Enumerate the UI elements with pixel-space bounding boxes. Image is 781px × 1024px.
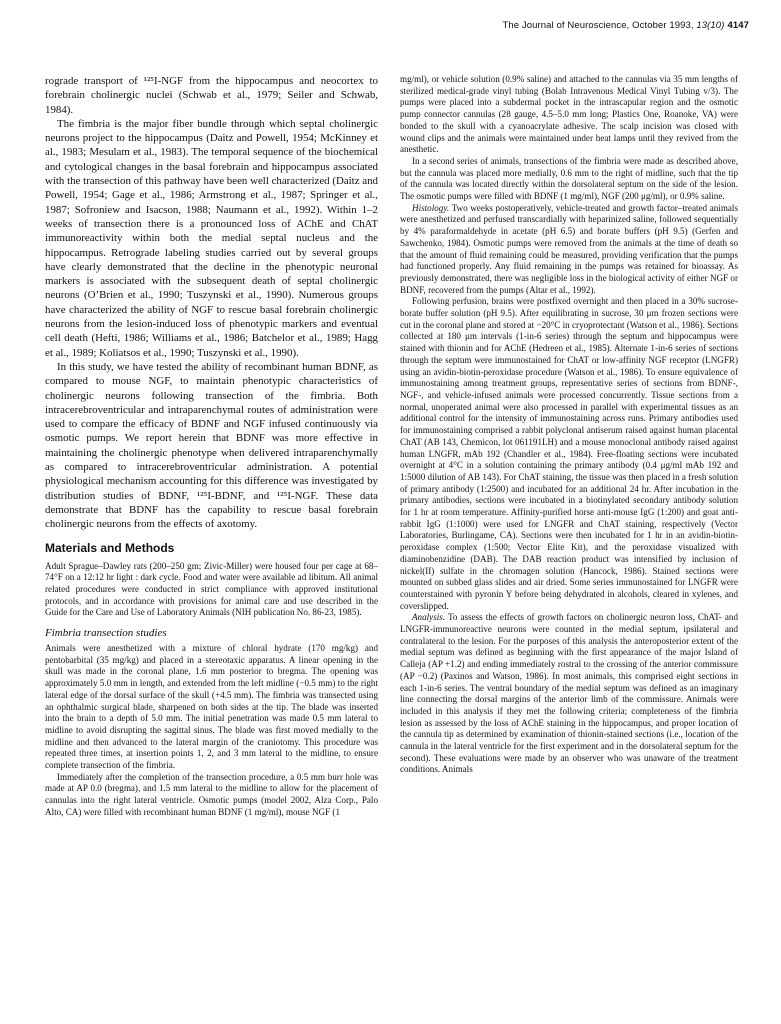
immunostaining-paragraph: Following perfusion, brains were postfixed overnight and then placed in a 30% sucrose-borate buffer solution (pH 9.5). After equilibrating in sucrose, 30 μm frozen sections were cut in the coronal plane and stored at −20°C in cryoprotectant (Watson et al., 1986). Sections collected at 180 μm intervals (1-in-6 series) through the septum and hippocampus were stained with thionin and for AChE (Hedreen et al., 1985). Alternate 1-in-6 series of sections through the septum were immunostained for ChAT or low-affinity NGF receptor (LNGFR) using an avidin-biotin-peroxidase procedure (Watson et al., 1986). To ensure equivalence of immunostaining among treatment groups, representative series of sections from BDNF-, NGF-, and vehicle-infused animals were processed concurrently. Tissue sections from a normal, unoperated animal were also processed in parallel with experimental tissues as an additional control for the intensity of immunostaining across runs. Primary antibodies used for immunostaining comprised a rabbit polyclonal antiserum raised against human placental ChAT (AB 143, Chemicon, lot 061191LH) and a mouse monoclonal antibody raised against human LNGFR, mAb 192 (Chandler et al., 1984). Free-floating sections were incubated overnight at 4°C in a solution containing the primary antibody (0.4 μg/ml mAb 192 and 1:5000 dilution of AB 143). For ChAT staining, the tissue was then placed in a fresh solution of primary antibody (1:2500) and incubated for an additional 24 hr. After incubation in the primary antibodies, sections were incubated in a biotinylated secondary antibody solution for 1 hr at room temperature. Affinity-purified horse anti-mouse IgG (1:200) and goat anti-rabbit IgG (1:1000) were used for LNGFR and ChAT staining, respectively (Vector Laboratories, Burlingame, CA). Sections were then incubated for 1 hr in an avidin-biotin-peroxidase complex (1:500; Vector Elite Kit), and the peroxidase visualized with diaminobenzidine (DAB). The DAB reaction product was intensified by inclusion of nickel(II) sulfate in the chromagen solution (Hancock, 1986). Stained sections were mounted on subbed glass slides and air dried. Some series immunostained for LNGFR were counterstained with pyronin Y before being dehydrated in alcohols, cleared in xylenes, and coverslipped. <box>400 296 738 611</box>
study-aim-paragraph: In this study, we have tested the ability of recombinant human BDNF, as compared to mouse NGF, to maintain phenotypic characteristics of cholinergic neurons following transection of the fimbria. Both intracerebroventricular and intraparenchymal routes of administration were used to compare the efficacy of BDNF and NGF infused continuously via osmotic pumps. We report herein that BDNF was more effective in maintaining the cholinergic phenotype when delivered intraparenchymally as compared to intracerebroventricular administration. A potential physiological mechanism accounting for this difference was investigated by distribution studies of BDNF, ¹²⁵I-BDNF, and ¹²⁵I-NGF. These data demonstrate that BDNF has the capability to rescue basal forebrain cholinergic neurons from the effects of axotomy. <box>45 360 378 531</box>
histology-text: Two weeks postoperatively, vehicle-treated and growth factor–treated animals were anesthetized and perfused transcardially with heparinized saline, followed sequentially by 4% paraformaldehyde in acetate (pH 6.5) and borate buffers (pH 9.5) (Gerfen and Sawchenko, 1984). Osmotic pumps were removed from the animals at the time of death so that the amount of fluid remaining could be measured, providing verification that the pumps had functioned properly. Any fluid remaining in the pumps was retained for bioassay. As previously demonstrated, there was negligible loss in the biological activity of either NGF or BDNF, recovered from the pumps (Altar et al., 1992). <box>400 202 738 295</box>
fimbria-transection-heading: Fimbria transection studies <box>45 627 167 640</box>
left-column <box>45 74 378 819</box>
cannula-paragraph: Immediately after the completion of the transection procedure, a 0.5 mm burr hole was made at AP 0.0 (bregma), and 1.5 mm lateral to the midline to allow for the placement of cannulas into the right lateral ventricle. Osmotic pumps (model 2002, Alza Corp., Palo Alto, CA) were filled with recombinant human BDNF (1 mg/ml), mouse NGF (1 <box>45 771 378 817</box>
second-series-paragraph: In a second series of animals, transections of the fimbria were made as described above, but the cannula was placed more medially, 0.6 mm to the right of midline, such that the tip of the cannula was located directly within the dorsolateral septum on the side of the lesion. The osmotic pumps were filled with BDNF (1 mg/ml), NGF (200 μg/ml), or 0.9% saline. <box>400 155 738 202</box>
running-header <box>503 20 750 31</box>
page-number: 4147 <box>727 20 749 31</box>
analysis-text: To assess the effects of growth factors on cholinergic neuron loss, ChAT- and LNGFR-immunoreactive neurons were counted in the medial septum, ipsilateral and contralateral to the lesion. For the purposes of this analysis the anteroposterior extent of the medial septum was defined as beginning with the first appearance of the major Island of Calleja (AP +1.2) and ending immediately rostral to the crossing of the anterior commissure (AP −0.2) (Paxinos and Watson, 1986). In most animals, this comprised eight sections in each 1-in-6 series. The ventral boundary of the medial septum was defined as an imaginary line connecting the dorsal margins of the anterior limb of the commissure. Animals were included in this analysis if they met the following criteria; completeness of the fimbria lesion as assessed by the loss of AChE staining in the hippocampus, and proper location of the cannula tip as determined by examination of thionin-stained sections (i.e., location of the cannula in the lateral ventricle for the first experiment and in the dorsolateral septum for the second). These evaluations were made by an observer who was unaware of the treatment conditions. Animals <box>400 612 738 775</box>
fimbria-background-paragraph: The fimbria is the major fiber bundle through which septal cholinergic neurons project to the hippocampus (Daitz and Powell, 1954; McKinney et al., 1983; Mesulam et al., 1983). The temporal sequence of the biochemical and cytological changes in the basal forebrain and hippocampus associated with the transection of this pathway have been well characterized (Daitz and Powell, 1954; Gage et al., 1986; Armstrong et al., 1987; Springer et al., 1987; Sofroniew and Isacson, 1988; Naumann et al., 1992). Within 1–2 weeks of transection there is a pronounced loss of AChE and ChAT immunoreactivity within both the medial septal nucleus and the hippocampus. Retrograde labeling studies carried out by several groups have clearly demonstrated that the decline in the phenotypic neuronal markers is associated with the subsequent death of septal cholinergic neurons (O’Brien et al., 1990; Tuszynski et al., 1990). Numerous groups have characterized the ability of NGF to rescue basal forebrain cholinergic neurons from the lesion-induced loss of phenotypic markers and eventual cell death (Hefti, 1986; Williams et al., 1986; Batchelor et al., 1989; Hagg et al., 1989; Koliatsos et al., 1990; Tuszynski et al., 1990). <box>45 117 378 359</box>
analysis-paragraph <box>400 612 738 776</box>
analysis-run-in-heading: Analysis. <box>412 612 446 623</box>
methods-heading: Materials and Methods <box>45 540 175 555</box>
intro-paragraph-continued: rograde transport of ¹²⁵I-NGF from the hippocampus and neocortex to forebrain cholinergic nuclei (Schwab et al., 1979; Seiler and Schwab, 1984). <box>45 75 378 116</box>
histology-run-in-heading: Histology. <box>412 202 450 213</box>
right-column <box>400 74 738 776</box>
volume-issue: 13(10) <box>696 20 725 31</box>
animals-paragraph: Adult Sprague–Dawley rats (200–250 gm; Zivic-Miller) were housed four per cage at 68–74°F on a 12:12 hr light : dark cycle. Food and water were available ad libitum. All animal related procedures were conducted in strict compliance with approved institutional protocols, and in accordance with provisions for animal care and use described in the Guide for the Care and Use of Laboratory Animals (NIH publication No. 86-23, 1985). <box>45 560 378 618</box>
journal-citation: The Journal of Neuroscience, October 1993, <box>502 20 697 31</box>
histology-paragraph <box>400 203 738 297</box>
surgery-paragraph: Animals were anesthetized with a mixture of chloral hydrate (170 mg/kg) and pentobarbital (35 mg/kg) and placed in a stereotaxic apparatus. A linear opening in the skull was made in the coronal plane, 1.6 mm posterior to bregma. The opening was approximately 5.0 mm in length, and extended from the left midline (−0.5 mm) to the right lateral edge of the dorsal surface of the skull (+4.5 mm). The fimbria was transected using an ophthalmic surgical blade, sharpened on both sides at the tip. The blade was inserted into the brain to a depth of 5.0 mm. The initial penetration was made 0.5 mm lateral to midline to avoid disrupting the sagittal sinus. The blade was first moved medially to the midline and then advanced to the lateral margin of the craniotomy. This procedure was repeated three times, at insertion points 1, 2, and 3 mm lateral to the midline, to ensure complete transection of the fimbria. <box>45 643 378 771</box>
pump-paragraph-continued: mg/ml), or vehicle solution (0.9% saline) and attached to the cannulas via 35 mm lengths of sterilized medical-grade vinyl tubing (Bolab Intravenous Medical Vinyl Tubing v/3). The pumps were placed into a subdermal pocket in the intrascapular region and the osmotic pump connector cannulas (28 gauge, 4.5–5.0 mm long; Plastics One, Roanoke, VA) were bonded to the skull with a cyanoacrylate adhesive. The scalp incision was closed with wound clips and the animals were maintained under heat lamps until they revived from the anesthetic. <box>400 74 738 155</box>
